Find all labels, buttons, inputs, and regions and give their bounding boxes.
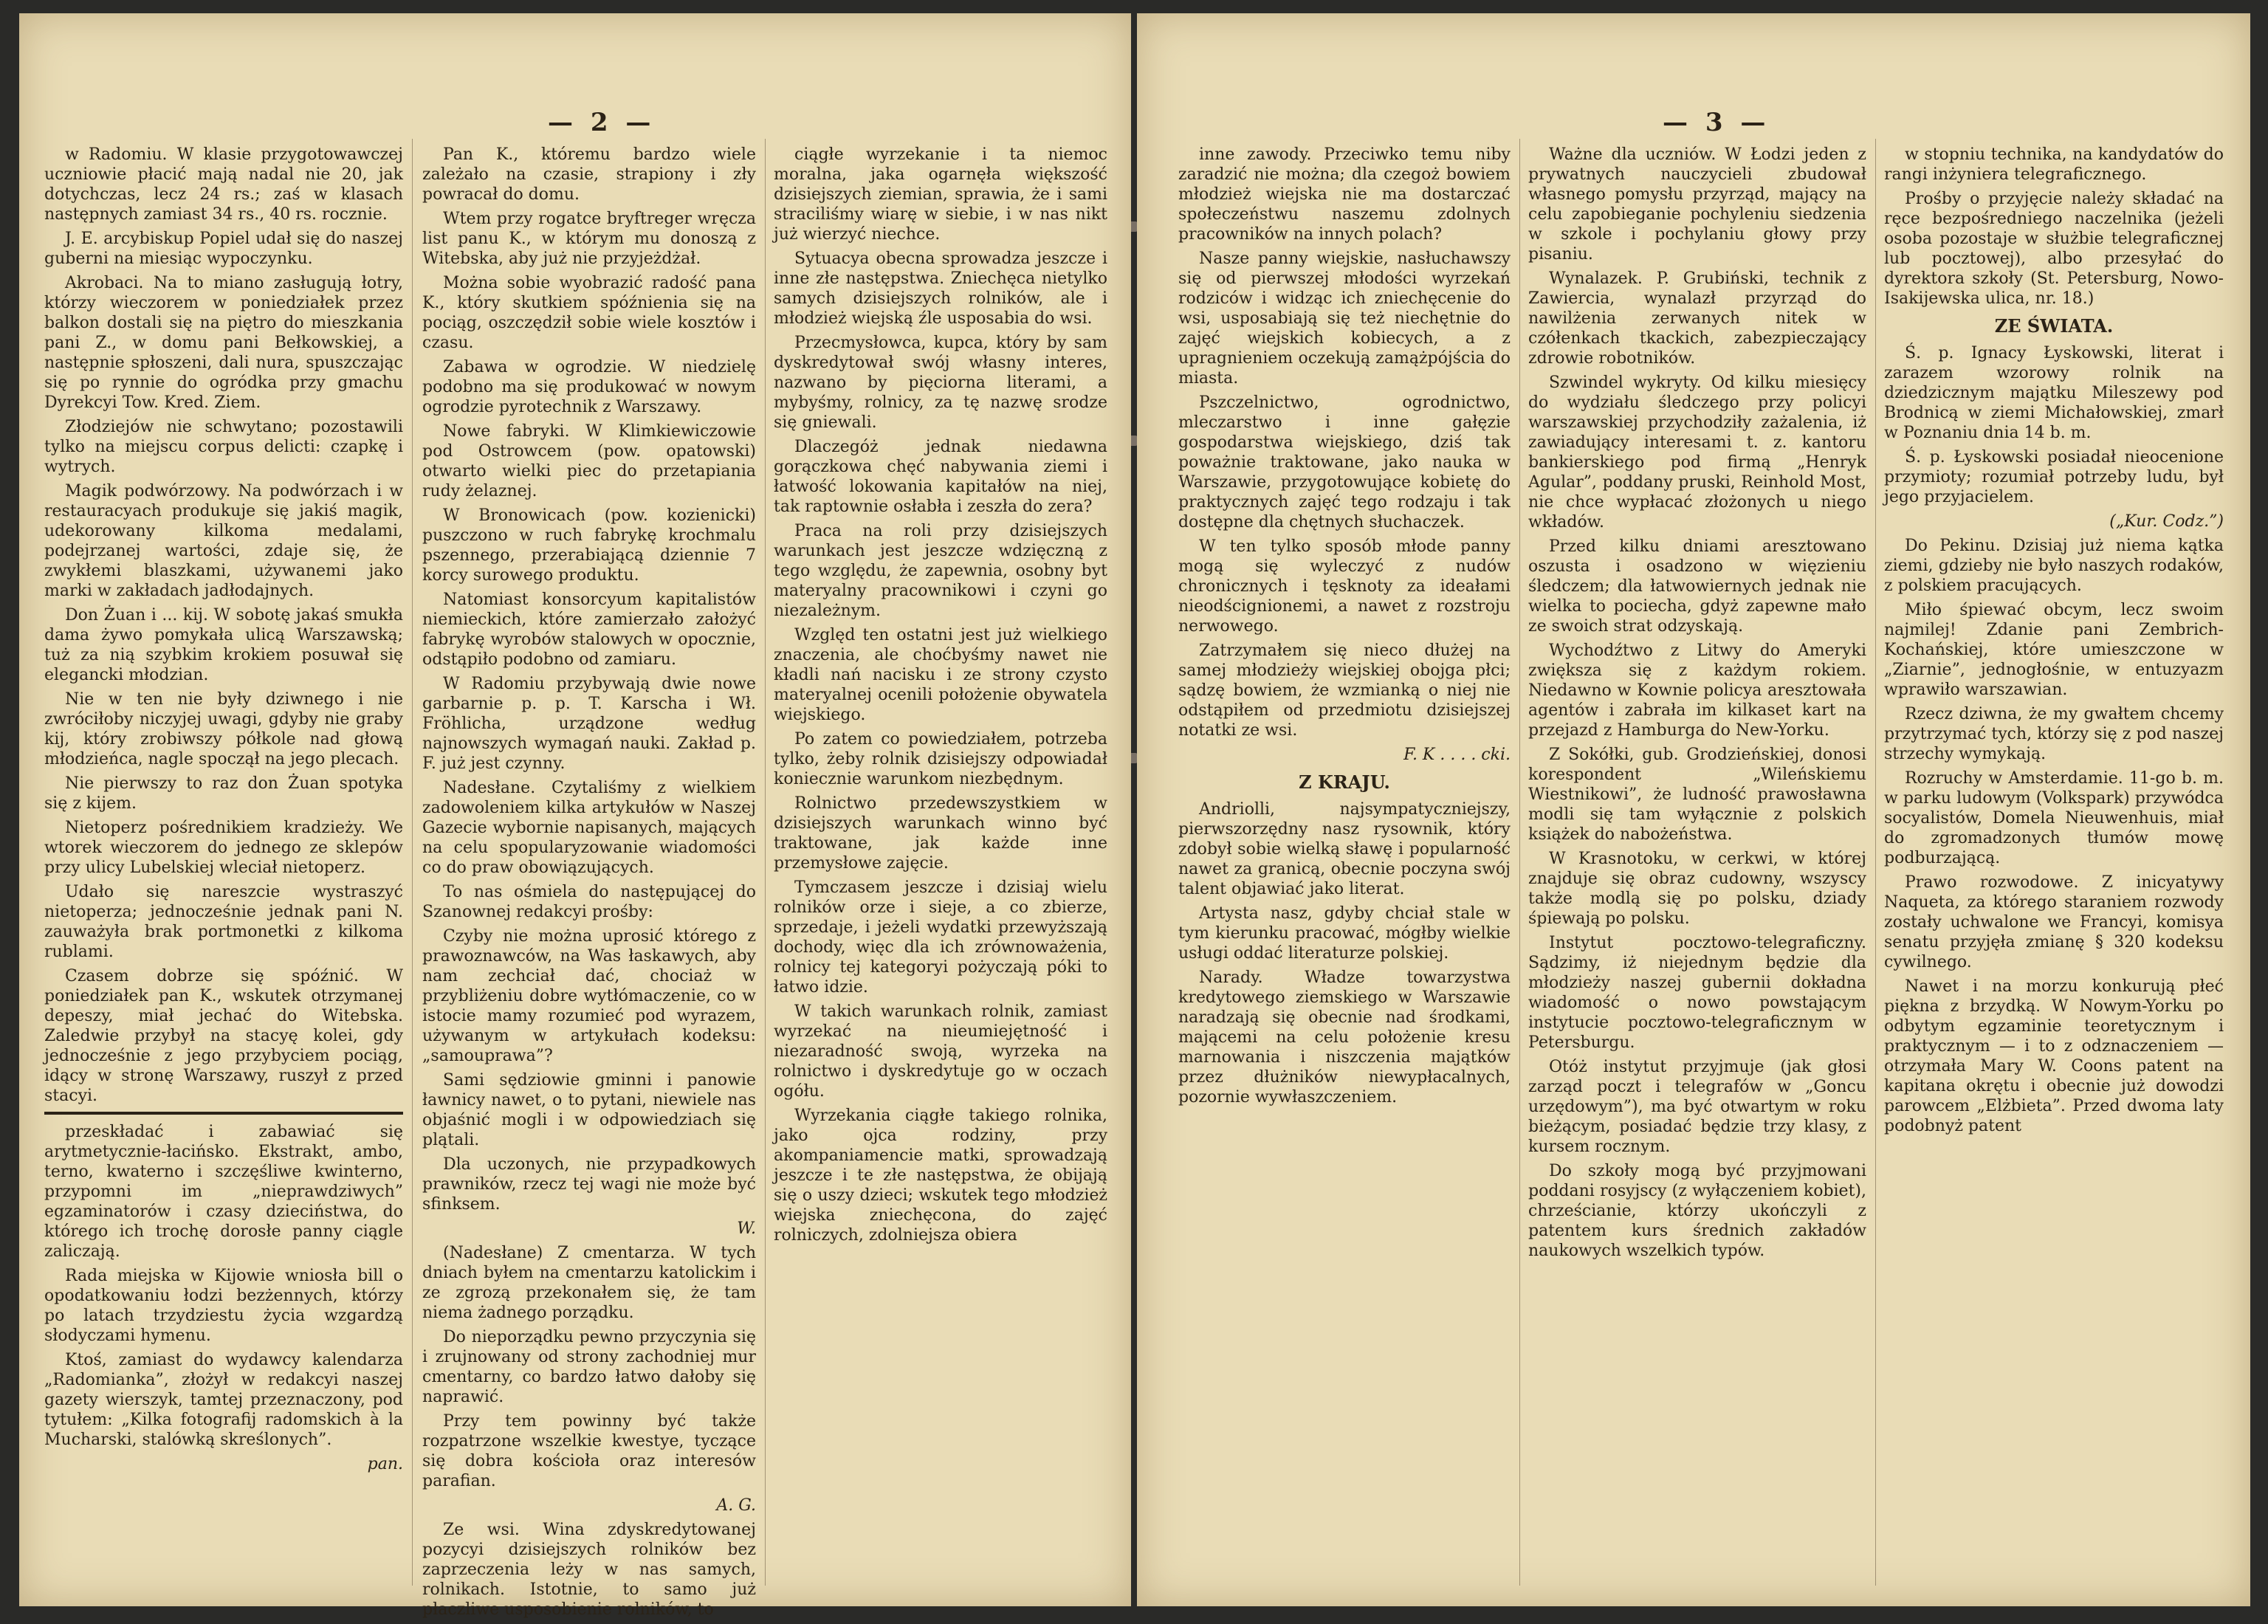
article-paragraph: ciągłe wyrzekanie i ta niemoc moralna, jaka ogarnęła większość dzisiejszych ziemian, sprawia, że i sami straciliśmy wiarę w siebie, i w nas nikt już wierzyć niechce.: [774, 145, 1107, 244]
article-paragraph: Praca na roli przy dzisiejszych warunkach jest jeszcze wdzięczną z tego względu, że zapewnia, osobny byt materyalny pracownikowi i czyni go niezależnym.: [774, 522, 1107, 620]
article-paragraph: Wynalazek. P. Grubiński, technik z Zawiercia, wynalazł przyrząd do nawilżenia zerwanych nitek w czółenkach tkackich, zabezpieczający zdrowie robotników.: [1528, 269, 1866, 368]
article-paragraph: w Radomiu. W klasie przygotowawczej uczniowie płacić mają nadal nie 20, jak dotychczas, lecz 24 rs.; zaś w klasach następnych zamiast 34 rs., 40 rs. rocznie.: [44, 145, 403, 224]
article-paragraph: W takich warunkach rolnik, zamiast wyrzekać na nieumiejętność i niezaradność swoją, wyrzeka na rolnictwo i dyskredytuje go w oczach ogółu.: [774, 1002, 1107, 1101]
article-paragraph: Rolnictwo przedewszystkiem w dzisiejszych warunkach winno być traktowane, jak każde inne przemysłowe zajęcie.: [774, 794, 1107, 873]
article-paragraph: Dla uczonych, nie przypadkowych prawników, rzecz tej wagi nie może być sfinksem.: [422, 1155, 756, 1214]
article-paragraph: Czyby nie można uprosić którego z prawoznawców, na Was łaskawych, aby nam zechciał dać, chociaż w przybliżeniu dobre wytłómaczenie, co w istocie mamy rozumieć pod wyrazem, używanym w artykułach kodeksu: „samouprawa”?: [422, 927, 756, 1065]
right-column-1: [1178, 145, 1511, 1112]
article-paragraph: Zatrzymałem się nieco dłużej na samej młodzieży wiejskiej obojga płci; sądzę bowiem, że wzmianką o niej nie odstąpiłem od przedmiotu dzisiejszej notatki ze wsi.: [1178, 641, 1511, 740]
article-paragraph: Wyrzekania ciągłe takiego rolnika, jako ojca rodziny, przy akompaniamencie matki, sprowadzają jeszcze i te złe następstwa, że obijają się o uszy dzieci; wskutek tego młodzież wiejska zniechęcona, do zajęć rolniczych, zdolniejsza obiera: [774, 1107, 1107, 1245]
article-paragraph: Przy tem powinny być także rozpatrzone wszelkie kwestye, tyczące się dobra kościoła oraz interesów parafian.: [422, 1412, 756, 1490]
article-paragraph: Narady. Władze towarzystwa kredytowego ziemskiego w Warszawie naradzają się obecnie nad środkami, mającemi na celu położenie kresu marnowania i niszczenia majątków przez dłużników niewypłacalnych, pozornie wywłaszczeniem.: [1178, 968, 1511, 1107]
article-paragraph: Dlaczegóż jednak niedawna gorączkowa chęć nabywania ziemi i łatwość lokowania kapitałów na niej, tak raptownie osłabła i zeszła do zera?: [774, 438, 1107, 516]
signature: F. K . . . . cki.: [1403, 746, 1511, 764]
article-paragraph: Tymczasem jeszcze i dzisiaj wielu rolników orze i sieje, a co zbierze, sprzedaje, i jeżeli wydatki przewyższają dochody, więc dla ich zrównoważenia, rolnicy tej kategoryi pożyczają póki to łatwo idzie.: [774, 878, 1107, 997]
article-paragraph: W Bronowicach (pow. kozienicki) puszczono w ruch fabrykę krochmalu pszennego, przerabiającą dziennie 7 korcy surowego produktu.: [422, 506, 756, 585]
article-paragraph: Przed kilku dniami aresztowano oszusta i osadzono w więzieniu śledczem; dla łatwowiernych jednak nie wielka to pociecha, gdyż zapewne mało ze swoich strat odzyskają.: [1528, 537, 1866, 636]
article-paragraph: Ktoś, zamiast do wydawcy kalendarza „Radomianka”, złożył w redakcyi naszej gazety wierszyk, tamtej przeznaczony, pod tytułem: „Kilka fotografij radomskich à la Mucharski, stalówką skreślonych”.: [44, 1351, 403, 1449]
article-paragraph: Do szkoły mogą być przyjmowani poddani rosyjscy (z wyłączeniem kobiet), chrześcianie, którzy ukończyli z patentem kurs średnich zakładów naukowych wszelkich typów.: [1528, 1162, 1866, 1260]
article-paragraph: Ś. p. Ignacy Łyskowski, literat i zarazem wzorowy rolnik na dziedzicznym majątku Mileszewy pod Brodnicą w ziemi Michałowskiej, zmarł w Poznaniu dnia 14 b. m.: [1884, 344, 2224, 442]
article-paragraph: Ważne dla uczniów. W Łodzi jeden z prywatnych nauczycieli zbudował własnego pomysłu przyrząd, mający na celu zapobieganie pochyleniu siedzenia w szkole i pochylaniu głowy przy pisaniu.: [1528, 145, 1866, 264]
column-divider: [412, 139, 413, 1586]
article-paragraph: J. E. arcybiskup Popiel udał się do naszej guberni na miesiąc wypoczynku.: [44, 230, 403, 268]
article-paragraph: Nadesłane. Czytaliśmy z wielkiem zadowoleniem kilka artykułów w Naszej Gazecie wybornie napisanych, mających na celu spopularyzowanie wiadomości co do praw obowiązujących.: [422, 779, 756, 877]
article-paragraph: Rzecz dziwna, że my gwałtem chcemy przytrzymać tych, którzy się z pod naszej strzechy wymykają.: [1884, 705, 2224, 763]
left-page: [19, 13, 1131, 1619]
article-paragraph: Z Sokółki, gub. Grodzieńskiej, donosi korespondent „Wileńskiemu Wiestnikowi”, że ludność prawosławna modli się tam wyłącznie z polskich książek do nabożeństwa.: [1528, 746, 1866, 844]
article-paragraph: Sami sędziowie gminni i panowie ławnicy nawet, o to pytani, niewiele nas objaśnić mogli i w odpowiedziach się plątali.: [422, 1071, 756, 1149]
article-paragraph: Szwindel wykryty. Od kilku miesięcy do wydziału śledczego przy policyi warszawskiej przychodziły zażalenia, iż zawiadujący interesami t. z. kantoru bankierskiego pod firmą „Henryk Agular”, poddany pruski, Reinhold Most, nie chce wypłacać złożonych u niego wkładów.: [1528, 374, 1866, 531]
signature: W.: [737, 1219, 756, 1238]
article-paragraph: Rada miejska w Kijowie wniosła bill o opodatkowaniu łodzi bezżennych, którzy po latach trzydziestu życia wzgardzą słodyczami hymenu.: [44, 1267, 403, 1345]
article-paragraph: przeskładać i zabawiać się arytmetycznie-łacińsko. Ekstrakt, ambo, terno, kwaterno i szczęśliwe kwinterno, przypomni im „nieprawdziwych” egzaminatorów i czasy dzieciństwa, do którego ich trochę dorosłe panny ciągle zaliczają.: [44, 1123, 403, 1261]
right-column-3: [1884, 145, 2224, 1140]
article-paragraph: Natomiast konsorcyum kapitalistów niemieckich, które zamierzało założyć fabrykę wyrobów stalowych w opocznie, odstąpiło podobno od zamiaru.: [422, 591, 756, 669]
article-paragraph: Otóż instytut przyjmuje (jak głosi zarząd poczt i telegrafów w „Goncu urzędowym”), ma być otwartym w roku bieżącym, posiadać będzie trzy klasy, z kursem rocznym.: [1528, 1058, 1866, 1156]
section-heading: Z KRAJU.: [1299, 771, 1390, 793]
article-paragraph: Można sobie wyobrazić radość pana K., który skutkiem spóźnienia się na pociąg, oszczędził sobie wiele kosztów i czasu.: [422, 274, 756, 352]
column-divider: [1875, 139, 1876, 1586]
article-paragraph: Prawo rozwodowe. Z inicyatywy Naqueta, za którego staraniem rozwody zostały uchwalone we Francyi, komisya senatu przyjęła zmianę § 320 kodeksu cywilnego.: [1884, 873, 2224, 971]
signature: A. G.: [716, 1496, 756, 1515]
section-rule: [44, 1112, 403, 1115]
article-paragraph: Artysta nasz, gdyby chciał stale w tym kierunku pracować, mógłby wielkie usługi oddać literaturze polskiej.: [1178, 904, 1511, 963]
article-paragraph: Instytut pocztowo-telegraficzny. Sądzimy, iż niejednym będzie dla młodzieży naszej gubernii dokładna wiadomość o nowo powstającym instytucie pocztowo-telegraficznym w Petersburgu.: [1528, 934, 1866, 1052]
article-paragraph: Rozruchy w Amsterdamie. 11-go b. m. w parku ludowym (Volkspark) przywódca socyalistów, Domela Nieuwenhuis, miał do zgromadzonych tłumów mowę podburzającą.: [1884, 769, 2224, 867]
article-paragraph: Nie w ten nie były dziwnego i nie zwróciłoby niczyjej uwagi, gdyby nie graby kij, który zrobiwszy półkole nad głową młodzieńca, nagle spoczął na jego plecach.: [44, 690, 403, 768]
article-paragraph: Ze wsi. Wina zdyskredytowanej pozycyi dzisiejszych rolników bez zaprzeczenia leży w nas samych, rolnikach. Istotnie, to samo już płaczliwe usposobienie rolników, to: [422, 1521, 756, 1619]
article-paragraph: Przecmysłowca, kupca, który by sam dyskredytował swój własny interes, nazwano by pięciorna literami, a mybyśmy, rolnicy, za tę nazwę srodze się gniewali.: [774, 334, 1107, 432]
article-paragraph: Nowe fabryki. W Klimkiewiczowie pod Ostrowcem (pow. opatowski) otwarto wielki piec do przetapiania rudy żelaznej.: [422, 422, 756, 500]
article-paragraph: Don Żuan i ... kij. W sobotę jakaś smukła dama żywo pomykała ulicą Warszawską; tuż za nią szybkim krokiem posuwał się elegancki młodzian.: [44, 606, 403, 684]
column-divider: [765, 139, 766, 1586]
page-number: — 2 —: [548, 108, 656, 137]
article-paragraph: Ś. p. Łyskowski posiadał nieocenione przymioty; rozumiał potrzeby ludu, był jego przyjacielem.: [1884, 448, 2224, 506]
signature: pan.: [367, 1455, 403, 1473]
left-column-1: [44, 145, 403, 1479]
article-paragraph: Czasem dobrze się spóźnić. W poniedziałek pan K., wskutek otrzymanej depeszy, miał jechać do Witebska. Zaledwie przybył na stacyę kolei, gdy jednocześnie z jego przybyciem pociąg, idący w stronę Warszawy, ruszył z przed stacyi.: [44, 967, 403, 1105]
article-paragraph: Nasze panny wiejskie, nasłuchawszy się od pierwszej młodości wyrzekań rodziców i widząc ich zniechęcenie do wsi, usposabiają się też niechętnie do zajęć wiejskich kobiecych, a z upragnieniem oczekują zamążpójścia do miasta.: [1178, 250, 1511, 388]
column-divider: [1519, 139, 1520, 1586]
article-paragraph: Prośby o przyjęcie należy składać na ręce bezpośredniego naczelnika (jeżeli osoba pozostaje w służbie telegraficznej lub pocztowej), albo przesyłać do dyrektora szkoły (St. Petersburg, Nowo-Isakijewska ulica, nr. 18.): [1884, 190, 2224, 308]
article-paragraph: Sytuacya obecna sprowadza jeszcze i inne złe następstwa. Zniechęca nietylko samych dzisiejszych rolników, ale i młodzież wiejską źle usposabia do wsi.: [774, 250, 1107, 328]
article-paragraph: inne zawody. Przeciwko temu niby zaradzić nie można; dla czegoż bowiem młodzież wiejska nie ma dostarczać społeczeństwu naszemu zdolnych pracowników na innych polach?: [1178, 145, 1511, 244]
source-citation: („Kur. Codz.”): [2109, 512, 2224, 531]
article-paragraph: Udało się nareszcie wystraszyć nietoperza; jednocześnie jednak pani N. zauważyła brak portmonetki z kilkoma rublami.: [44, 883, 403, 961]
left-column-2: [422, 145, 756, 1624]
article-paragraph: w stopniu technika, na kandydatów do rangi inżyniera telegraficznego.: [1884, 145, 2224, 184]
article-paragraph: Złodziejów nie schwytano; pozostawili tylko na miejscu corpus delicti: czapkę i wytrych.: [44, 418, 403, 476]
left-column-3: [774, 145, 1107, 1250]
article-paragraph: Nietoperz pośrednikiem kradzieży. We wtorek wieczorem do jednego ze sklepów przy ulicy Lubelskiej wleciał nietoperz.: [44, 819, 403, 877]
article-paragraph: Wtem przy rogatce bryftreger wręcza list panu K., w którym mu donoszą z Witebska, aby już nie przyjeżdżał.: [422, 210, 756, 268]
article-paragraph: W Radomiu przybywają dwie nowe garbarnie p. p. T. Karscha i Wł. Fröhlicha, urządzone według najnowszych wymagań nauki. Zakład p. F. już jest czynny.: [422, 675, 756, 773]
article-paragraph: Po zatem co powiedziałem, potrzeba tylko, żeby rolnik dzisiejszy odpowiadał koniecznie warunkom niezbędnym.: [774, 730, 1107, 788]
article-paragraph: W ten tylko sposób młode panny mogą się wyleczyć z nudów chronicznych i tęsknoty za ideałami nieodścignionemi, a nawet z rozstroju nerwowego.: [1178, 537, 1511, 636]
article-paragraph: Do nieporządku pewno przyczynia się i zrujnowany od strony zachodniej mur cmentarny, co bardzo łatwo dałoby się naprawić.: [422, 1328, 756, 1406]
article-paragraph: Pan K., któremu bardzo wiele zależało na czasie, strapiony i zły powracał do domu.: [422, 145, 756, 204]
article-paragraph: Do Pekinu. Dzisiaj już niema kątka ziemi, gdzieby nie było naszych rodaków, z polskiem pracujących.: [1884, 537, 2224, 595]
article-paragraph: Nawet i na morzu konkurują płeć piękna z brzydką. W Nowym-Yorku po odbytym egzaminie teoretycznym i praktycznym — i to z odznaczeniem — otrzymała Mary W. Coons patent na kapitana okrętu i obecnie już dowodzi parowcem „Elżbieta”. Przed dwoma laty podobnyż patent: [1884, 977, 2224, 1135]
article-paragraph: (Nadesłane) Z cmentarza. W tych dniach byłem na cmentarzu katolickim i ze zgrozą przekonałem się, że tam niema żadnego porządku.: [422, 1244, 756, 1322]
right-page: [1137, 13, 2250, 1606]
article-paragraph: To nas ośmiela do następującej do Szanownej redakcyi prośby:: [422, 883, 756, 921]
section-heading: ZE ŚWIATA.: [1994, 315, 2114, 337]
article-paragraph: Nie pierwszy to raz don Żuan spotyka się z kijem.: [44, 774, 403, 813]
article-paragraph: Pszczelnictwo, ogrodnictwo, mleczarstwo i inne gałęzie gospodarstwa wiejskiego, dziś tak poważnie traktowane, jako nauka w Warszawie, przygotowujące kobietę do praktycznych zajęć tego rodzaju i tak dostępne dla chętnych słuchaczek.: [1178, 393, 1511, 531]
article-paragraph: Akrobaci. Na to miano zasługują łotry, którzy wieczorem w poniedziałek przez balkon dostali się na piętro do mieszkania pani Z., w domu pani Bełkowskiej, a następnie spłoszeni, dali nura, spuszczając się po rynnie do ogródka przy gmachu Dyrekcyi Tow. Kred. Ziem.: [44, 274, 403, 412]
article-paragraph: Zabawa w ogrodzie. W niedzielę podobno ma się produkować w nowym ogrodzie pyrotechnik z Warszawy.: [422, 358, 756, 416]
article-paragraph: W Krasnotoku, w cerkwi, w której znajduje się obraz cudowny, wszyscy także modlą się po polsku, dziady śpiewają po polsku.: [1528, 850, 1866, 928]
article-paragraph: Magik podwórzowy. Na podwórzach i w restauracyach produkuje się jakiś magik, udekorowany kilkoma medalami, podejrzanej wartości, zdaje się, że zwykłemi blaszkami, używanemi jako marki w zakładach jadłodajnych.: [44, 482, 403, 600]
article-paragraph: Miło śpiewać obcym, lecz swoim najmilej! Zdanie pani Zembrich-Kochańskiej, które umieszczone w „Ziarnie”, jednogłośnie, w entuzyazm wprawiło warszawian.: [1884, 601, 2224, 699]
page-number: — 3 —: [1663, 108, 1770, 137]
article-paragraph: Wychodźtwo z Litwy do Ameryki zwiększa się z każdym rokiem. Niedawno w Kownie policya aresztowała agentów i zabrała im kilkaset kart na przejazd z Hamburga do New-Yorku.: [1528, 641, 1866, 740]
right-column-2: [1528, 145, 1866, 1265]
article-paragraph: Względ ten ostatni jest już wielkiego znaczenia, ale choćbyśmy nawet nie kładli nań nacisku i ze strony czysto materyalnej ocenili położenie obywatela wiejskiego.: [774, 626, 1107, 724]
article-paragraph: Andriolli, najsympatyczniejszy, pierwszorzędny nasz rysownik, który zdobył sobie wielką sławę i popularność nawet za granicą, obecnie poczyna swój talent objawiać jako literat.: [1178, 800, 1511, 898]
